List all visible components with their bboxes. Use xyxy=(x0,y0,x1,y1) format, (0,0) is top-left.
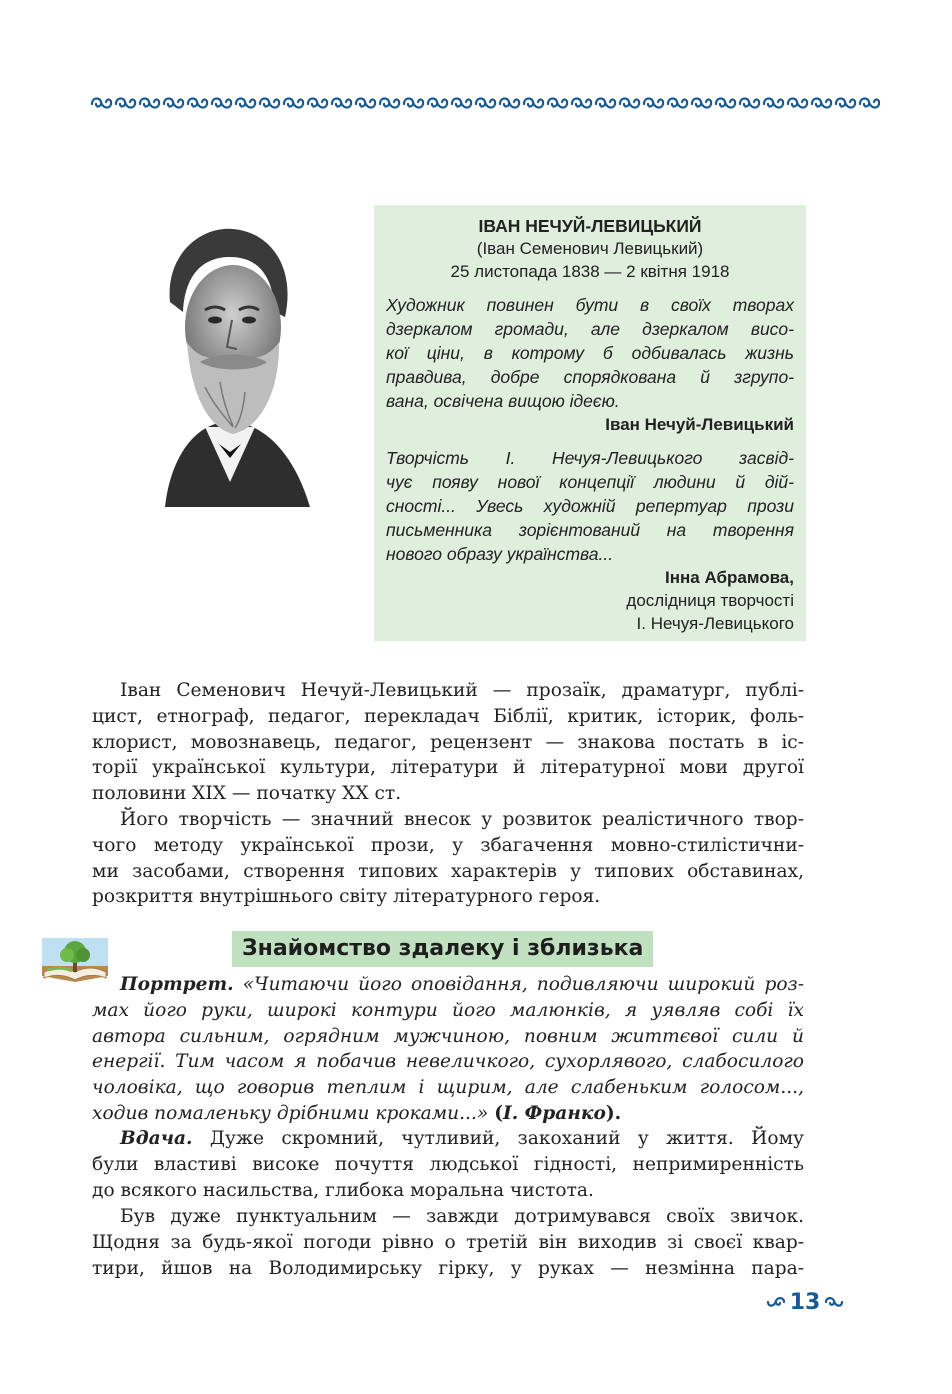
ornament-swirl xyxy=(764,98,783,107)
ornament-swirl xyxy=(524,98,543,107)
text-line xyxy=(92,1101,804,1127)
quote-2-role: дослідниця творчості xyxy=(626,591,794,610)
ornament-swirl xyxy=(92,98,111,107)
quote-line: чує появу нової концепції людини й дій- xyxy=(386,472,794,492)
ornament-swirl xyxy=(236,98,255,107)
temperament-paragraph xyxy=(92,1126,804,1203)
ornament-band xyxy=(90,93,880,115)
text-line: Іван Семенович Нечуй-Левицький — прозаїк, драматург, публі- xyxy=(120,680,804,701)
portrait-image xyxy=(145,212,315,507)
quote-line: сності... Увесь художній репертуар прози xyxy=(386,496,794,516)
ornament-swirl xyxy=(572,98,591,107)
text-fragment: ( xyxy=(494,1102,503,1124)
ornament-swirl xyxy=(740,98,759,107)
ornament-swirl xyxy=(596,98,615,107)
ornament-swirl xyxy=(140,98,159,107)
quote-line: дзеркалом громади, але дзеркалом висо- xyxy=(386,319,794,339)
text-line: чоловіка, що говорив теплим і щирим, але слабеньким голосом..., xyxy=(92,1077,804,1099)
quote-line: Творчість І. Нечуя-Левицького засвід- xyxy=(386,448,794,468)
ornament-swirl xyxy=(212,98,231,107)
ornament-swirl xyxy=(716,98,735,107)
ornament-swirl xyxy=(476,98,495,107)
quote-2 xyxy=(386,446,794,566)
temperament-label: Вдача. xyxy=(120,1128,193,1149)
text-line: Його творчість — значний внесок у розвиток реалістичного твор- xyxy=(120,809,804,830)
ornament-swirl xyxy=(836,98,855,107)
ornament-swirl xyxy=(812,98,831,107)
ornament-swirl xyxy=(428,98,447,107)
ornament-band-svg xyxy=(90,93,880,115)
ornament-swirl xyxy=(644,98,663,107)
ornament-swirl xyxy=(284,98,303,107)
ornament-swirl xyxy=(116,98,135,107)
text-line: були властиві високе почуття людської гідності, непримиренність xyxy=(92,1153,804,1175)
page-number xyxy=(760,1287,850,1317)
text-line: половини XIX — початку XX ст. xyxy=(92,783,402,805)
intro-paragraph-1 xyxy=(92,678,804,807)
page-ornament-left xyxy=(766,1294,786,1310)
text-line: торії української культури, літератури й літературної мови другої xyxy=(92,757,804,779)
quote-2-role: І. Нечуя-Левицького xyxy=(636,614,794,633)
ornament-swirl xyxy=(860,98,879,107)
ornament-swirl xyxy=(668,98,687,107)
habits-paragraph xyxy=(92,1204,804,1281)
quote-line: кої ціни, в котрому б одбивалась жизнь xyxy=(386,343,794,363)
ornament-swirl xyxy=(452,98,471,107)
text-fragment: ходив помаленьку дрібними кроками...» xyxy=(92,1102,489,1124)
page-number-text: 13 xyxy=(789,1289,821,1315)
ornament-swirl xyxy=(356,98,375,107)
ornament-swirl xyxy=(164,98,183,107)
author-dates: 25 листопада 1838 — 2 квітня 1918 xyxy=(450,262,730,281)
text-line: цист, етнограф, педагог, перекладач Біблії, критик, історик, фоль- xyxy=(92,705,804,727)
text-line: клорист, мовознавець, педагог, рецензент — знакова постать в іс- xyxy=(92,731,804,753)
section-title: Знайомство здалеку і зблизька xyxy=(232,931,653,967)
ornament-swirl xyxy=(404,98,423,107)
text-line: розкриття внутрішнього світу літературного героя. xyxy=(92,886,601,908)
ornament-swirl xyxy=(188,98,207,107)
text-line: енергії. Тим часом я побачив невеличкого, сухорлявого, слабосилого xyxy=(92,1051,804,1073)
quote-line: письменника зорієнтований на творення xyxy=(386,520,794,540)
author-name: ІВАН НЕЧУЙ-ЛЕВИЦЬКИЙ xyxy=(478,216,702,236)
text-line xyxy=(92,972,804,998)
quote-1 xyxy=(386,293,794,413)
ornament-swirl xyxy=(308,98,327,107)
biography-box xyxy=(374,205,806,641)
text-line: чого методу української прози, у збагачення мовно-стилістични- xyxy=(92,834,804,856)
portrait-paragraph xyxy=(92,972,804,1127)
text-line: тири, йшов на Володимирську гірку, у руках — незмінна пара- xyxy=(92,1257,804,1279)
text-line: мах його руки, широкі контури його малюнків, я уявляв собі їх xyxy=(92,999,804,1021)
quote-line: нового образу українства... xyxy=(386,544,614,564)
text-line xyxy=(92,1126,804,1152)
quote-2-author: Інна Абрамова, xyxy=(665,568,794,587)
portrait-label: Портрет. xyxy=(120,974,234,995)
text-line: ми засобами, створення типових характерів у типових обставинах, xyxy=(92,860,804,882)
intro-paragraph-2 xyxy=(92,807,804,910)
author-real-name: (Іван Семенович Левицький) xyxy=(476,239,704,258)
text-fragment: ). xyxy=(605,1102,622,1124)
text-fragment: Дуже скромний, чутливий, закоханий у життя. Йому xyxy=(209,1128,804,1149)
ornament-swirl xyxy=(380,98,399,107)
quote-1-author: Іван Нечуй-Левицький xyxy=(605,415,794,434)
ornament-swirl xyxy=(692,98,711,107)
quote-line: правдива, добре спорядкована й згрупо- xyxy=(386,367,794,387)
quote-line: Художник повинен бути в своїх творах xyxy=(386,295,794,315)
text-line: Щодня за будь-якої погоди рівно о третій він виходив зі своєї квар- xyxy=(92,1231,804,1253)
page-ornament-right xyxy=(824,1294,844,1310)
text-line: до всякого насильства, глибока моральна чистота. xyxy=(92,1179,594,1201)
ornament-swirl xyxy=(620,98,639,107)
quote-line: вана, освічена вищою ідеєю. xyxy=(386,391,620,411)
ornament-swirl xyxy=(500,98,519,107)
text-line: автора сильним, огрядним мужчиною, повним життєвої сили й xyxy=(92,1025,804,1047)
quote-source: І. Франко xyxy=(503,1102,606,1124)
ornament-swirl xyxy=(788,98,807,107)
text-fragment: «Читаючи його оповідання, подивляючи широкий роз- xyxy=(242,974,804,995)
text-line: Був дуже пунктуальним — завжди дотримувався своїх звичок. xyxy=(120,1206,804,1227)
ornament-swirl xyxy=(548,98,567,107)
ornament-swirl xyxy=(332,98,351,107)
ornament-swirl xyxy=(260,98,279,107)
